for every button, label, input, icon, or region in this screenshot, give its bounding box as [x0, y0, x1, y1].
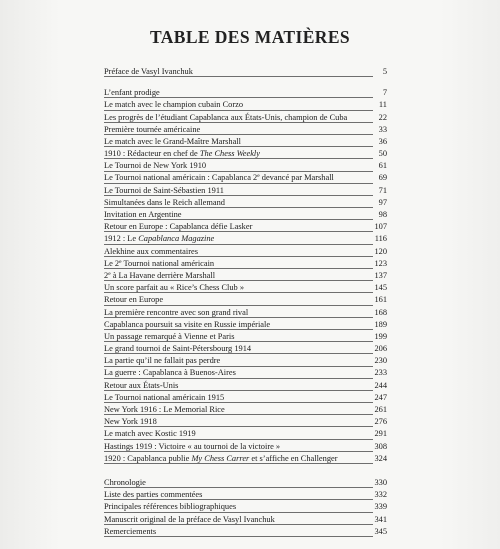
- toc-entry-title: [104, 270, 215, 282]
- toc-entry-title: [104, 453, 338, 465]
- toc-entry-title: [104, 282, 244, 294]
- toc-entry-title: [104, 294, 163, 306]
- toc-entry-title: [104, 307, 248, 319]
- toc-entry[interactable]: [104, 246, 387, 258]
- toc-entry-page-number: 168: [374, 307, 387, 317]
- toc-entry-title-text: 1912 : Le: [104, 234, 139, 244]
- toc-entry-title-text: Le Tournoi national américain 1915: [104, 392, 225, 402]
- toc-entry-title-text: et s’affiche en Challenger: [249, 453, 338, 463]
- toc-entry-title-text: Tournoi national américain: [121, 258, 215, 268]
- toc-entry-title-text: New York 1916 : Le Memorial Rice: [104, 405, 225, 415]
- toc-entry-page-number: 71: [378, 185, 387, 195]
- toc-entry-title-text: 2: [104, 270, 109, 280]
- toc-entry-page-number: 230: [374, 356, 387, 366]
- toc-entry-title: [104, 367, 236, 379]
- toc-entry-title: [104, 197, 225, 209]
- toc-entry[interactable]: [104, 526, 387, 538]
- toc-entry-page-number: 22: [378, 112, 387, 122]
- section-spacer: [104, 465, 387, 477]
- toc-appendix-section: [104, 477, 387, 538]
- toc-entry-title-text: 1920 : Capablanca publie: [104, 453, 192, 463]
- toc-entry-title-text: 1910 : Rédacteur en chef de: [104, 149, 200, 159]
- toc-entry-title-text: Le Tournoi national américain : Capablanca 2: [104, 173, 258, 183]
- toc-entry-title-text: New York 1918: [104, 417, 157, 427]
- toc-entry-title: [104, 66, 193, 78]
- toc-entry[interactable]: [104, 368, 387, 380]
- toc-entry-page-number: 123: [374, 258, 387, 268]
- toc-entry-page-number: 97: [378, 197, 387, 207]
- toc-entry-title-italic: Capablanca Magazine: [138, 234, 215, 244]
- toc-entry-page-number: 145: [374, 283, 387, 293]
- toc-entry-page-number: 247: [374, 392, 387, 402]
- toc-entry-page-number: 189: [374, 319, 387, 329]
- toc-entry-page-number: 137: [374, 270, 387, 280]
- toc-entry[interactable]: [104, 185, 387, 197]
- toc-entry-title: [104, 148, 260, 160]
- toc-entry-page-number: 261: [374, 405, 387, 415]
- toc-entry[interactable]: [104, 489, 387, 501]
- toc-entry-title-text: L’enfant prodige: [104, 88, 160, 98]
- toc-entry[interactable]: [104, 282, 387, 294]
- toc-entry-title: [104, 124, 200, 136]
- ordinal-superscript: e: [119, 258, 122, 265]
- toc-entry[interactable]: [104, 441, 387, 453]
- toc-entry-title-text: Alekhine aux commentaires: [104, 246, 198, 256]
- toc-entry-title: [104, 136, 241, 148]
- toc-entry[interactable]: [104, 331, 387, 343]
- toc-entry-title-text: La partie qu’il ne fallait pas perdre: [104, 356, 221, 366]
- section-spacer: [104, 78, 387, 87]
- toc-entry-title: [104, 331, 235, 343]
- toc-entry-title-text: La guerre : Capablanca à Buenos-Aires: [104, 368, 236, 378]
- toc-entry-title-text: Retour aux États-Unis: [104, 380, 179, 390]
- toc-entry-title-text: Première tournée américaine: [104, 124, 201, 134]
- toc-entry-title-text: Remerciements: [104, 526, 157, 536]
- toc-preface-section: [104, 66, 387, 78]
- toc-entry[interactable]: [104, 160, 387, 172]
- toc-entry-title: [104, 380, 178, 392]
- toc-entry-title: [104, 489, 202, 501]
- toc-entry-page-number: 332: [374, 490, 387, 500]
- toc-entry-title-text: Préface de Vasyl Ivanchuk: [104, 66, 193, 76]
- toc-entry[interactable]: [104, 270, 387, 282]
- toc-entry[interactable]: [104, 209, 387, 221]
- toc-entry-title-text: Le grand tournoi de Saint-Pétersbourg 1914: [104, 344, 252, 354]
- toc-entry[interactable]: [104, 136, 387, 148]
- toc-entry-title-text: Principales références bibliographiques: [104, 502, 237, 512]
- toc-entry[interactable]: [104, 343, 387, 355]
- toc-entry-page-number: 330: [374, 477, 387, 487]
- toc-entry-title: [104, 501, 236, 513]
- toc-entry-title-text: Un score parfait au « Rice’s Chess Club »: [104, 283, 245, 293]
- toc-entry-title-text: Invitation en Argentine: [104, 210, 182, 220]
- toc-entry[interactable]: [104, 428, 387, 440]
- toc-entry-title-text: Le 2: [104, 258, 120, 268]
- toc-entry-title-text: Hastings 1919 : Victoire « au tournoi de la victoire »: [104, 441, 281, 451]
- toc-entry-title: [104, 172, 334, 184]
- toc-entry-title-text: Le match avec le champion cubain Corzo: [104, 100, 244, 110]
- toc-entry-title-text: Chronologie: [104, 477, 146, 487]
- toc-entry-title-text: Retour en Europe: [104, 295, 164, 305]
- toc-entry[interactable]: [104, 501, 387, 513]
- toc-entry-title: [104, 319, 270, 331]
- toc-entry[interactable]: [104, 307, 387, 319]
- toc-entry-page-number: 116: [374, 234, 387, 244]
- toc-entry-title: [104, 160, 206, 172]
- toc-entry[interactable]: [104, 416, 387, 428]
- toc-entry[interactable]: [104, 453, 387, 465]
- toc-entry-title-text: Un passage remarqué à Vienne et Paris: [104, 331, 235, 341]
- toc-entry-page-number: 107: [374, 222, 387, 232]
- toc-entry-page-number: 206: [374, 344, 387, 354]
- toc-entry-title: [104, 246, 198, 258]
- toc-entry-page-number: 345: [374, 526, 387, 536]
- toc-entry[interactable]: [104, 233, 387, 245]
- toc-entry[interactable]: [104, 392, 387, 404]
- toc-entry[interactable]: [104, 112, 387, 124]
- toc-entry-title: [104, 404, 225, 416]
- toc-entry-page-number: 199: [374, 331, 387, 341]
- toc-entry-page-number: 5: [382, 66, 387, 76]
- toc-entry-page-number: 276: [374, 417, 387, 427]
- toc-entry-page-number: 339: [374, 502, 387, 512]
- toc-entry[interactable]: [104, 258, 387, 270]
- toc-entry[interactable]: [104, 404, 387, 416]
- toc-entry-title: [104, 441, 280, 453]
- toc-entry-title: [104, 209, 182, 221]
- toc-entry-title-text: Le match avec Kostic 1919: [104, 429, 196, 439]
- toc-entry-title: [104, 477, 146, 489]
- toc-entry-title: [104, 258, 214, 270]
- toc-entry-page-number: 233: [374, 368, 387, 378]
- toc-entry-page-number: 98: [378, 210, 387, 220]
- toc-entry-title: [104, 526, 156, 538]
- toc-entry-title-text: Simultanées dans le Reich allemand: [104, 197, 225, 207]
- toc-entry-title: [104, 87, 160, 99]
- toc-entry-title: [104, 343, 251, 355]
- toc-entry-title-text: Liste des parties commentées: [104, 490, 203, 500]
- toc-entry-title: [104, 112, 347, 124]
- toc-entry[interactable]: [104, 477, 387, 489]
- toc-entry-title: [104, 99, 243, 111]
- toc-entry-title: [104, 233, 214, 245]
- toc-entry-title-text: à La Havane derrière Marshall: [110, 270, 216, 280]
- toc-entry-page-number: 7: [382, 88, 387, 98]
- toc-entry-title: [104, 355, 220, 367]
- toc-entry-page-number: 36: [378, 136, 387, 146]
- toc-entry[interactable]: [104, 514, 387, 526]
- toc-entry-title: [104, 185, 224, 197]
- toc-entry-title-text: Manuscrit original de la préface de Vasyl Ivanchuk: [104, 514, 275, 524]
- toc-entry[interactable]: [104, 380, 387, 392]
- toc-entry-title-text: Le Tournoi de New York 1910: [104, 161, 207, 171]
- toc-entry[interactable]: [104, 319, 387, 331]
- toc-entry-title-italic: My Chess Carrer: [191, 453, 250, 463]
- toc-entry[interactable]: [104, 294, 387, 306]
- toc-entry[interactable]: [104, 197, 387, 209]
- toc-entry-page-number: 244: [374, 380, 387, 390]
- toc-entry-title-text: Capablanca poursuit sa visite en Russie impériale: [104, 319, 271, 329]
- toc-entry-page-number: 324: [374, 453, 387, 463]
- toc-entry-page-number: 50: [378, 149, 387, 159]
- toc-entry-page-number: 308: [374, 441, 387, 451]
- toc-entry-title: [104, 392, 224, 404]
- page-title: TABLE DES MATIÈRES: [149, 27, 351, 47]
- toc-entry-title: [104, 416, 157, 428]
- toc-entry-title: [104, 221, 252, 233]
- toc-entry-title-text: Le Tournoi de Saint-Sébastien 1911: [104, 185, 224, 195]
- table-of-contents: [104, 66, 387, 538]
- toc-entry[interactable]: [104, 66, 387, 78]
- toc-entry-page-number: 33: [378, 124, 387, 134]
- toc-entry-page-number: 61: [378, 161, 387, 171]
- toc-entry-title-text: Le match avec le Grand-Maître Marshall: [104, 136, 241, 146]
- toc-entry-title-text: Les progrès de l’étudiant Capablanca aux États-Unis, champion de Cuba: [104, 112, 348, 122]
- toc-entry-title-text: devancé par Marshall: [259, 173, 334, 183]
- toc-entry-title: [104, 428, 196, 440]
- toc-chapters-section: [104, 87, 387, 465]
- toc-entry[interactable]: [104, 148, 387, 160]
- ordinal-superscript: e: [257, 173, 260, 180]
- toc-entry-page-number: 341: [374, 514, 387, 524]
- toc-entry[interactable]: [104, 221, 387, 233]
- toc-entry[interactable]: [104, 124, 387, 136]
- toc-entry-page-number: 11: [378, 100, 387, 110]
- toc-entry[interactable]: [104, 355, 387, 367]
- ordinal-superscript: e: [108, 270, 111, 277]
- toc-entry-page-number: 161: [374, 295, 387, 305]
- toc-entry-title: [104, 514, 275, 526]
- toc-entry[interactable]: [104, 99, 387, 111]
- toc-entry-title-italic: The Chess Weekly: [199, 149, 260, 159]
- toc-entry-title-text: Retour en Europe : Capablanca défie Lasker: [104, 222, 253, 232]
- toc-entry-page-number: 291: [374, 429, 387, 439]
- toc-entry[interactable]: [104, 87, 387, 99]
- toc-entry-title-text: La première rencontre avec son grand rival: [104, 307, 249, 317]
- toc-entry[interactable]: [104, 173, 387, 185]
- toc-entry-page-number: 120: [374, 246, 387, 256]
- toc-entry-page-number: 69: [378, 173, 387, 183]
